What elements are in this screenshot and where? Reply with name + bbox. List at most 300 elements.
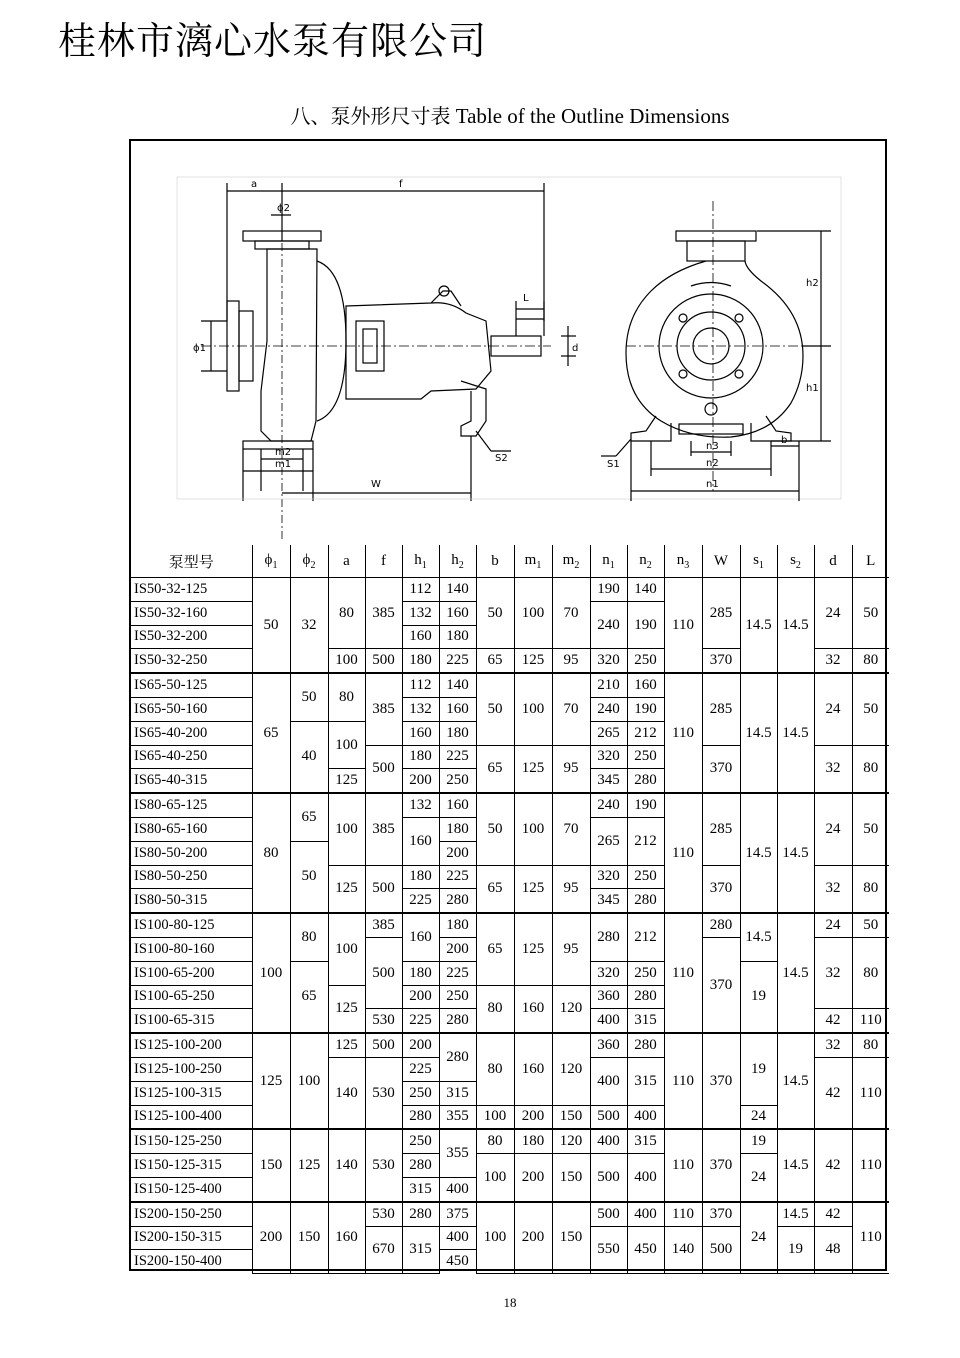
cell-h1: 132 xyxy=(402,601,439,625)
cell-s1: 14.5 xyxy=(740,673,777,793)
heading-cn: 八、泵外形尺寸表 xyxy=(290,104,451,128)
dim-label-n3: n3 xyxy=(706,441,719,452)
cell-m2: 150 xyxy=(552,1105,590,1129)
dim-label-h2: h2 xyxy=(806,278,819,289)
cell-model: IS65-50-160 xyxy=(131,697,252,721)
cell-b: 65 xyxy=(476,745,514,793)
table-row xyxy=(131,1129,889,1153)
cell-h2: 250 xyxy=(439,985,476,1009)
cell-h1: 250 xyxy=(402,1129,439,1153)
cell-phi2: 50 xyxy=(290,673,328,721)
cell-n3: 110 xyxy=(664,578,702,674)
cell-a: 140 xyxy=(328,1057,365,1129)
cell-s2: 14.5 xyxy=(777,913,814,1033)
cell-h2: 160 xyxy=(439,793,476,817)
cell-s2: 14.5 xyxy=(777,578,814,674)
cell-d: 42 xyxy=(814,1202,852,1226)
table-header-phi2: $\phi_2$ xyxy=(290,545,328,578)
cell-b: 80 xyxy=(476,1033,514,1105)
cell-a: 160 xyxy=(328,1202,365,1273)
cell-f: 530 xyxy=(365,1057,402,1129)
cell-n2: 212 xyxy=(627,721,664,745)
cell-h2: 250 xyxy=(439,769,476,793)
dim-label-n2: n2 xyxy=(706,458,719,469)
cell-f: 385 xyxy=(365,673,402,745)
cell-h1: 132 xyxy=(402,793,439,817)
cell-n1: 345 xyxy=(590,889,627,913)
table-row xyxy=(131,913,889,937)
cell-s1: 24 xyxy=(740,1202,777,1273)
cell-W: 285 xyxy=(702,578,740,649)
cell-phi1: 50 xyxy=(252,578,290,674)
cell-f: 530 xyxy=(365,1009,402,1033)
dim-label-h1: h1 xyxy=(806,383,819,394)
cell-model: IS200-150-400 xyxy=(131,1250,252,1273)
cell-model: IS65-40-250 xyxy=(131,745,252,769)
cell-model: IS50-32-125 xyxy=(131,578,252,602)
cell-n2: 315 xyxy=(627,1129,664,1153)
cell-f: 385 xyxy=(365,793,402,865)
table-row xyxy=(131,1033,889,1057)
table-header-W: W xyxy=(702,545,740,578)
cell-n3: 140 xyxy=(664,1226,702,1273)
cell-s1: 19 xyxy=(740,1129,777,1153)
cell-m2: 95 xyxy=(552,649,590,673)
section-heading xyxy=(0,100,960,129)
cell-b: 65 xyxy=(476,649,514,673)
cell-L: 110 xyxy=(852,1129,889,1201)
cell-s2: 14.5 xyxy=(777,1202,814,1226)
cell-h1: 132 xyxy=(402,697,439,721)
cell-b: 100 xyxy=(476,1105,514,1129)
cell-h2: 200 xyxy=(439,937,476,961)
table-header-d: d xyxy=(814,545,852,578)
cell-L: 50 xyxy=(852,578,889,649)
cell-d: 42 xyxy=(814,1057,852,1129)
cell-W: 370 xyxy=(702,649,740,673)
cell-a: 140 xyxy=(328,1129,365,1201)
dim-label-a: a xyxy=(251,179,258,190)
cell-n2: 400 xyxy=(627,1105,664,1129)
cell-h2: 200 xyxy=(439,841,476,865)
cell-n1: 280 xyxy=(590,913,627,961)
cell-h2: 180 xyxy=(439,721,476,745)
cell-n2: 140 xyxy=(627,578,664,602)
cell-h2: 225 xyxy=(439,745,476,769)
cell-s2: 14.5 xyxy=(777,673,814,793)
cell-L: 50 xyxy=(852,913,889,937)
cell-h2: 400 xyxy=(439,1177,476,1201)
cell-h2: 140 xyxy=(439,578,476,602)
cell-model: IS80-50-315 xyxy=(131,889,252,913)
dim-label-phi2: ϕ2 xyxy=(277,203,290,214)
cell-h1: 225 xyxy=(402,889,439,913)
cell-n1: 320 xyxy=(590,961,627,985)
cell-n2: 212 xyxy=(627,817,664,865)
cell-n2: 250 xyxy=(627,865,664,889)
cell-L: 80 xyxy=(852,865,889,913)
table-header-phi1: $\phi_1$ xyxy=(252,545,290,578)
cell-n3: 110 xyxy=(664,673,702,793)
cell-phi2: 65 xyxy=(290,961,328,1033)
cell-h1: 280 xyxy=(402,1105,439,1129)
cell-m2: 70 xyxy=(552,793,590,865)
cell-model: IS80-50-200 xyxy=(131,841,252,865)
table-header-f: f xyxy=(365,545,402,578)
cell-n1: 500 xyxy=(590,1154,627,1202)
cell-h1: 160 xyxy=(402,817,439,865)
cell-m2: 95 xyxy=(552,745,590,793)
cell-n1: 400 xyxy=(590,1129,627,1153)
cell-n3: 110 xyxy=(664,913,702,1033)
outline-frame xyxy=(129,139,887,1271)
cell-h2: 160 xyxy=(439,601,476,625)
cell-model: IS100-65-315 xyxy=(131,1009,252,1033)
cell-h1: 200 xyxy=(402,985,439,1009)
cell-W: 285 xyxy=(702,793,740,865)
cell-n1: 240 xyxy=(590,793,627,817)
cell-d: 24 xyxy=(814,913,852,937)
cell-n2: 190 xyxy=(627,697,664,721)
cell-h1: 180 xyxy=(402,865,439,889)
cell-s1: 19 xyxy=(740,1033,777,1105)
cell-n2: 160 xyxy=(627,673,664,697)
cell-h2: 375 xyxy=(439,1202,476,1226)
cell-b: 65 xyxy=(476,865,514,913)
cell-n2: 400 xyxy=(627,1154,664,1202)
table-row xyxy=(131,1154,889,1178)
cell-W: 370 xyxy=(702,1202,740,1226)
table-header-n2: $n_2$ xyxy=(627,545,664,578)
cell-m1: 125 xyxy=(514,865,552,913)
cell-phi2: 80 xyxy=(290,913,328,961)
cell-model: IS80-65-125 xyxy=(131,793,252,817)
cell-f: 385 xyxy=(365,913,402,937)
table-row xyxy=(131,1202,889,1226)
cell-b: 80 xyxy=(476,985,514,1033)
cell-h2: 180 xyxy=(439,913,476,937)
cell-model: IS125-100-200 xyxy=(131,1033,252,1057)
cell-phi2: 100 xyxy=(290,1033,328,1129)
cell-h1: 200 xyxy=(402,769,439,793)
cell-h2: 315 xyxy=(439,1081,476,1105)
cell-m2: 150 xyxy=(552,1202,590,1273)
cell-m1: 180 xyxy=(514,1129,552,1153)
cell-m1: 100 xyxy=(514,673,552,745)
cell-W: 370 xyxy=(702,937,740,1033)
cell-d: 32 xyxy=(814,1033,852,1057)
cell-model: IS100-65-250 xyxy=(131,985,252,1009)
cell-phi2: 65 xyxy=(290,793,328,841)
cell-W: 370 xyxy=(702,1129,740,1201)
cell-h2: 225 xyxy=(439,865,476,889)
cell-m2: 150 xyxy=(552,1154,590,1202)
cell-s2: 14.5 xyxy=(777,1129,814,1201)
dim-label-S2: S2 xyxy=(495,453,508,464)
cell-s2: 14.5 xyxy=(777,1033,814,1129)
cell-s1: 24 xyxy=(740,1154,777,1202)
cell-h1: 160 xyxy=(402,721,439,745)
dim-label-b: b xyxy=(781,435,788,446)
cell-model: IS50-32-250 xyxy=(131,649,252,673)
cell-n2: 190 xyxy=(627,793,664,817)
table-row xyxy=(131,673,889,697)
cell-f: 500 xyxy=(365,1033,402,1057)
table-header-h1: $h_1$ xyxy=(402,545,439,578)
page-number: 18 xyxy=(503,1295,517,1310)
cell-n1: 320 xyxy=(590,745,627,769)
cell-n1: 400 xyxy=(590,1057,627,1105)
cell-h1: 315 xyxy=(402,1226,439,1273)
cell-n1: 240 xyxy=(590,601,627,649)
cell-W: 280 xyxy=(702,913,740,937)
cell-h2: 180 xyxy=(439,817,476,841)
cell-L: 80 xyxy=(852,937,889,1008)
cell-h1: 200 xyxy=(402,1033,439,1057)
cell-m2: 120 xyxy=(552,1033,590,1105)
cell-n2: 315 xyxy=(627,1057,664,1105)
pump-outline-drawing xyxy=(131,141,885,545)
cell-n1: 360 xyxy=(590,1033,627,1057)
cell-model: IS80-50-250 xyxy=(131,865,252,889)
cell-h1: 280 xyxy=(402,1202,439,1226)
dim-label-W: W xyxy=(371,479,381,490)
table-header-m2: $m_2$ xyxy=(552,545,590,578)
cell-b: 50 xyxy=(476,793,514,865)
cell-model: IS65-40-315 xyxy=(131,769,252,793)
cell-h2: 225 xyxy=(439,961,476,985)
cell-m1: 125 xyxy=(514,913,552,985)
cell-h2: 180 xyxy=(439,625,476,649)
cell-a: 100 xyxy=(328,913,365,985)
cell-f: 500 xyxy=(365,865,402,913)
cell-n1: 320 xyxy=(590,865,627,889)
cell-d: 24 xyxy=(814,578,852,649)
cell-W: 370 xyxy=(702,1033,740,1129)
cell-b: 80 xyxy=(476,1129,514,1153)
cell-m1: 125 xyxy=(514,649,552,673)
cell-d: 24 xyxy=(814,673,852,745)
cell-model: IS80-65-160 xyxy=(131,817,252,841)
cell-a: 125 xyxy=(328,865,365,913)
table-header-n3: $n_3$ xyxy=(664,545,702,578)
cell-W: 370 xyxy=(702,865,740,913)
cell-L: 110 xyxy=(852,1202,889,1273)
cell-model: IS100-65-200 xyxy=(131,961,252,985)
company-name: 桂林市漓心水泵有限公司 xyxy=(58,19,488,63)
cell-n2: 280 xyxy=(627,769,664,793)
cell-a: 100 xyxy=(328,649,365,673)
cell-phi1: 80 xyxy=(252,793,290,913)
cell-h2: 355 xyxy=(439,1129,476,1177)
cell-L: 50 xyxy=(852,673,889,745)
cell-h1: 180 xyxy=(402,745,439,769)
cell-m1: 160 xyxy=(514,1033,552,1105)
cell-f: 670 xyxy=(365,1226,402,1273)
cell-model: IS200-150-315 xyxy=(131,1226,252,1250)
cell-m1: 125 xyxy=(514,745,552,793)
cell-h1: 180 xyxy=(402,649,439,673)
cell-m2: 95 xyxy=(552,865,590,913)
cell-phi2: 32 xyxy=(290,578,328,674)
cell-d: 48 xyxy=(814,1226,852,1273)
dimensions-table xyxy=(131,545,889,1274)
cell-W: 500 xyxy=(702,1226,740,1273)
cell-m2: 70 xyxy=(552,673,590,745)
cell-h1: 180 xyxy=(402,961,439,985)
dim-label-m1: m1 xyxy=(275,459,292,470)
cell-L: 50 xyxy=(852,793,889,865)
cell-m2: 120 xyxy=(552,1129,590,1153)
cell-s2: 14.5 xyxy=(777,793,814,913)
cell-L: 80 xyxy=(852,745,889,793)
cell-n2: 315 xyxy=(627,1009,664,1033)
cell-f: 500 xyxy=(365,745,402,793)
cell-n1: 345 xyxy=(590,769,627,793)
dim-label-L: L xyxy=(523,293,529,304)
cell-d: 32 xyxy=(814,865,852,913)
cell-s1: 19 xyxy=(740,961,777,1033)
cell-m2: 70 xyxy=(552,578,590,649)
cell-n1: 210 xyxy=(590,673,627,697)
cell-h2: 400 xyxy=(439,1226,476,1250)
dim-label-f: f xyxy=(399,179,403,190)
heading-en: Table of the Outline Dimensions xyxy=(455,104,730,128)
cell-s2: 19 xyxy=(777,1226,814,1273)
cell-a: 125 xyxy=(328,769,365,793)
cell-h2: 280 xyxy=(439,889,476,913)
cell-W: 285 xyxy=(702,673,740,745)
cell-model: IS50-32-200 xyxy=(131,625,252,649)
cell-n2: 280 xyxy=(627,889,664,913)
cell-m2: 95 xyxy=(552,913,590,985)
cell-n1: 265 xyxy=(590,817,627,865)
table-header-L: L xyxy=(852,545,889,578)
cell-h1: 160 xyxy=(402,913,439,961)
table-header-model: 泵型号 xyxy=(131,545,252,578)
cell-h1: 315 xyxy=(402,1177,439,1201)
cell-b: 65 xyxy=(476,913,514,985)
cell-n1: 240 xyxy=(590,697,627,721)
cell-n2: 190 xyxy=(627,601,664,649)
cell-n1: 400 xyxy=(590,1009,627,1033)
cell-h2: 355 xyxy=(439,1105,476,1129)
dim-label-m2: m2 xyxy=(275,447,292,458)
table-header-n1: $n_1$ xyxy=(590,545,627,578)
table-header-b: b xyxy=(476,545,514,578)
cell-d: 24 xyxy=(814,793,852,865)
cell-n1: 360 xyxy=(590,985,627,1009)
cell-b: 100 xyxy=(476,1154,514,1202)
cell-model: IS125-100-315 xyxy=(131,1081,252,1105)
cell-L: 110 xyxy=(852,1009,889,1033)
cell-f: 530 xyxy=(365,1129,402,1201)
cell-n3: 110 xyxy=(664,1202,702,1226)
cell-m1: 200 xyxy=(514,1202,552,1273)
cell-L: 80 xyxy=(852,649,889,673)
cell-h1: 160 xyxy=(402,625,439,649)
dim-label-S1: S1 xyxy=(607,459,620,470)
cell-n2: 212 xyxy=(627,913,664,961)
cell-n1: 500 xyxy=(590,1105,627,1129)
cell-b: 100 xyxy=(476,1202,514,1273)
cell-n2: 400 xyxy=(627,1202,664,1226)
cell-m2: 120 xyxy=(552,985,590,1033)
cell-n3: 110 xyxy=(664,1129,702,1201)
table-header-a: a xyxy=(328,545,365,578)
cell-a: 125 xyxy=(328,1033,365,1057)
cell-a: 100 xyxy=(328,721,365,769)
cell-model: IS200-150-250 xyxy=(131,1202,252,1226)
table-header-m1: $m_1$ xyxy=(514,545,552,578)
cell-s1: 14.5 xyxy=(740,793,777,913)
cell-model: IS50-32-160 xyxy=(131,601,252,625)
cell-W: 370 xyxy=(702,745,740,793)
cell-L: 110 xyxy=(852,1057,889,1129)
cell-m1: 200 xyxy=(514,1154,552,1202)
dim-label-n1: n1 xyxy=(706,479,719,490)
table-header-s2: $s_2$ xyxy=(777,545,814,578)
cell-d: 42 xyxy=(814,1009,852,1033)
cell-model: IS150-125-315 xyxy=(131,1154,252,1178)
cell-f: 500 xyxy=(365,937,402,1008)
cell-h1: 250 xyxy=(402,1081,439,1105)
table-row xyxy=(131,1105,889,1129)
cell-h1: 112 xyxy=(402,578,439,602)
cell-m1: 100 xyxy=(514,793,552,865)
cell-model: IS100-80-125 xyxy=(131,913,252,937)
cell-h2: 280 xyxy=(439,1009,476,1033)
cell-phi1: 65 xyxy=(252,673,290,793)
cell-b: 50 xyxy=(476,673,514,745)
dim-label-phi1: ϕ1 xyxy=(193,343,206,354)
cell-n1: 320 xyxy=(590,649,627,673)
cell-s1: 14.5 xyxy=(740,913,777,961)
cell-d: 32 xyxy=(814,649,852,673)
cell-h2: 225 xyxy=(439,649,476,673)
cell-h2: 280 xyxy=(439,1033,476,1081)
cell-a: 80 xyxy=(328,673,365,721)
cell-model: IS100-80-160 xyxy=(131,937,252,961)
cell-m1: 200 xyxy=(514,1105,552,1129)
cell-model: IS65-50-125 xyxy=(131,673,252,697)
cell-n1: 265 xyxy=(590,721,627,745)
cell-n2: 450 xyxy=(627,1226,664,1273)
cell-n2: 280 xyxy=(627,1033,664,1057)
cell-h1: 280 xyxy=(402,1154,439,1178)
cell-h1: 225 xyxy=(402,1009,439,1033)
cell-n3: 110 xyxy=(664,1033,702,1129)
cell-f: 500 xyxy=(365,649,402,673)
cell-model: IS125-100-250 xyxy=(131,1057,252,1081)
cell-a: 100 xyxy=(328,793,365,865)
cell-phi1: 150 xyxy=(252,1129,290,1201)
cell-n2: 250 xyxy=(627,961,664,985)
cell-n2: 280 xyxy=(627,985,664,1009)
cell-a: 80 xyxy=(328,578,365,649)
table-row xyxy=(131,578,889,602)
cell-phi2: 125 xyxy=(290,1129,328,1201)
table-header-s1: $s_1$ xyxy=(740,545,777,578)
table-row xyxy=(131,793,889,817)
cell-model: IS125-100-400 xyxy=(131,1105,252,1129)
cell-b: 50 xyxy=(476,578,514,649)
cell-n2: 250 xyxy=(627,649,664,673)
cell-f: 385 xyxy=(365,578,402,649)
cell-m1: 160 xyxy=(514,985,552,1033)
cell-model: IS65-40-200 xyxy=(131,721,252,745)
cell-n2: 250 xyxy=(627,745,664,769)
